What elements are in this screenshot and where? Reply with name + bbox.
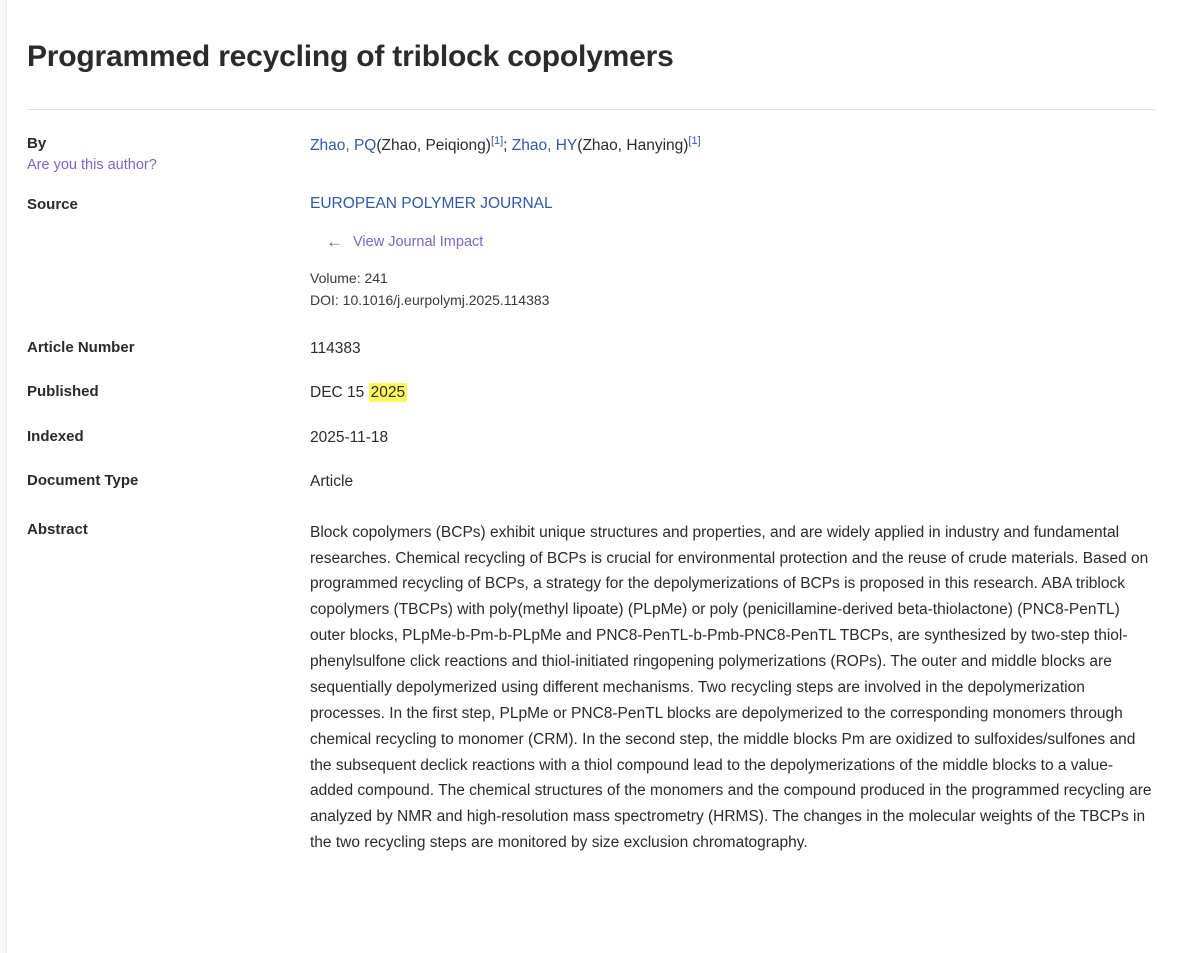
author-affiliation-ref-2[interactable]: [1] <box>688 134 701 147</box>
left-rail <box>0 0 7 953</box>
metadata-row-article-number <box>27 338 1156 382</box>
published-label: Published <box>27 383 99 401</box>
source-label: Source <box>27 196 78 213</box>
author-fullname-2: (Zhao, Hanying) <box>577 136 689 154</box>
arrow-left-icon: ← <box>326 232 343 251</box>
document-type-value: Article <box>310 473 354 491</box>
by-label: By <box>27 134 47 152</box>
source-value-cell <box>310 195 1156 338</box>
metadata-row-published <box>27 382 1156 426</box>
author-separator-1: ; <box>503 136 508 154</box>
view-journal-impact-label[interactable]: View Journal Impact <box>353 233 484 250</box>
published-value <box>310 382 1156 404</box>
author-fullname-1: (Zhao, Peiqiong) <box>376 136 491 154</box>
published-value-cell <box>310 382 1156 426</box>
article-number-value-cell <box>310 338 1156 382</box>
document-type-label: Document Type <box>27 472 139 490</box>
source-details <box>310 267 1156 312</box>
doi-text: DOI: 10.1016/j.eurpolymj.2025.114383 <box>310 292 550 309</box>
metadata-row-source <box>27 195 1156 338</box>
volume-text: Volume: 241 <box>310 270 388 286</box>
author-affiliation-ref-1[interactable]: [1] <box>490 134 504 147</box>
author-link-1[interactable]: Zhao, PQ <box>310 136 377 154</box>
article-number-label-cell <box>27 338 310 382</box>
published-year-highlight: 2025 <box>370 384 406 402</box>
author-list <box>310 134 1156 158</box>
record-metadata-table <box>27 134 1156 857</box>
journal-name-link[interactable]: EUROPEAN POLYMER JOURNAL <box>310 195 553 212</box>
view-journal-impact[interactable] <box>310 233 1156 250</box>
title-divider <box>27 109 1156 110</box>
by-value-cell <box>310 134 1156 196</box>
document-type-label-cell <box>27 471 310 519</box>
metadata-row-indexed <box>27 427 1156 471</box>
article-number-label: Article Number <box>27 338 135 356</box>
indexed-value: 2025-11-18 <box>310 428 389 446</box>
abstract-label-cell <box>27 520 310 856</box>
metadata-row-by <box>27 134 1156 196</box>
published-date-prefix: DEC 15 <box>310 384 369 402</box>
published-label-cell <box>27 382 310 426</box>
abstract-value-cell <box>310 520 1156 856</box>
article-number-value: 114383 <box>310 339 361 357</box>
metadata-row-abstract <box>27 520 1156 856</box>
indexed-value-cell <box>310 427 1156 471</box>
indexed-label: Indexed <box>27 427 84 445</box>
author-link-2[interactable]: Zhao, HY <box>511 136 578 154</box>
metadata-row-document-type <box>27 471 1156 519</box>
abstract-text: Block copolymers (BCPs) exhibit unique structures and properties, and are widely applied in industry and fundamental researches. Chemical recycling of BCPs is crucial for environmental protection and the reuse of crude materials. Based on programmed recycling of BCPs, a strategy for the depolymerizations of BCPs is proposed in this research. ABA triblock copolymers (TBCPs) with poly(methyl lipoate) (PLpMe) or poly (penicillamine-derived beta-thiolactone) (PNC8-PenTL) outer blocks, PLpMe-b-Pm-b-PLpMe and PNC8-PenTL-b-Pmb-PNC8-PenTL TBCPs, are synthesized by two-step thiol-phenylsulfone click reactions and thiol-initiated ringopening polymerizations (ROPs). The outer and middle blocks are sequentially depolymerized using different mechanisms. Two recycling steps are involved in the depolymerization processes. In the first step, PLpMe or PNC8-PenTL blocks are depolymerized to the corresponding monomers through chemical recycling to monomer (CRM). In the second step, the middle blocks Pm are oxidized to sulfoxides/sulfones and the subsequent declick reactions with a thiol compound lead to the depolymerizations of the middle blocks to a value-added compound. The chemical structures of the monomers and the compound produced in the programmed recycling are analyzed by NMR and high-resolution mass spectrometry (HRMS). The changes in the molecular weights of the TBCPs in the two recycling steps are monitored by size exclusion chromatography. <box>310 523 1152 852</box>
source-label-cell <box>27 195 310 338</box>
page-title: Programmed recycling of triblock copolymers <box>27 40 674 73</box>
abstract-label: Abstract <box>27 520 88 538</box>
indexed-label-cell <box>27 427 310 471</box>
document-type-value-cell <box>310 471 1156 519</box>
are-you-this-author-link[interactable]: Are you this author? <box>27 157 157 173</box>
by-label-cell <box>27 134 310 196</box>
